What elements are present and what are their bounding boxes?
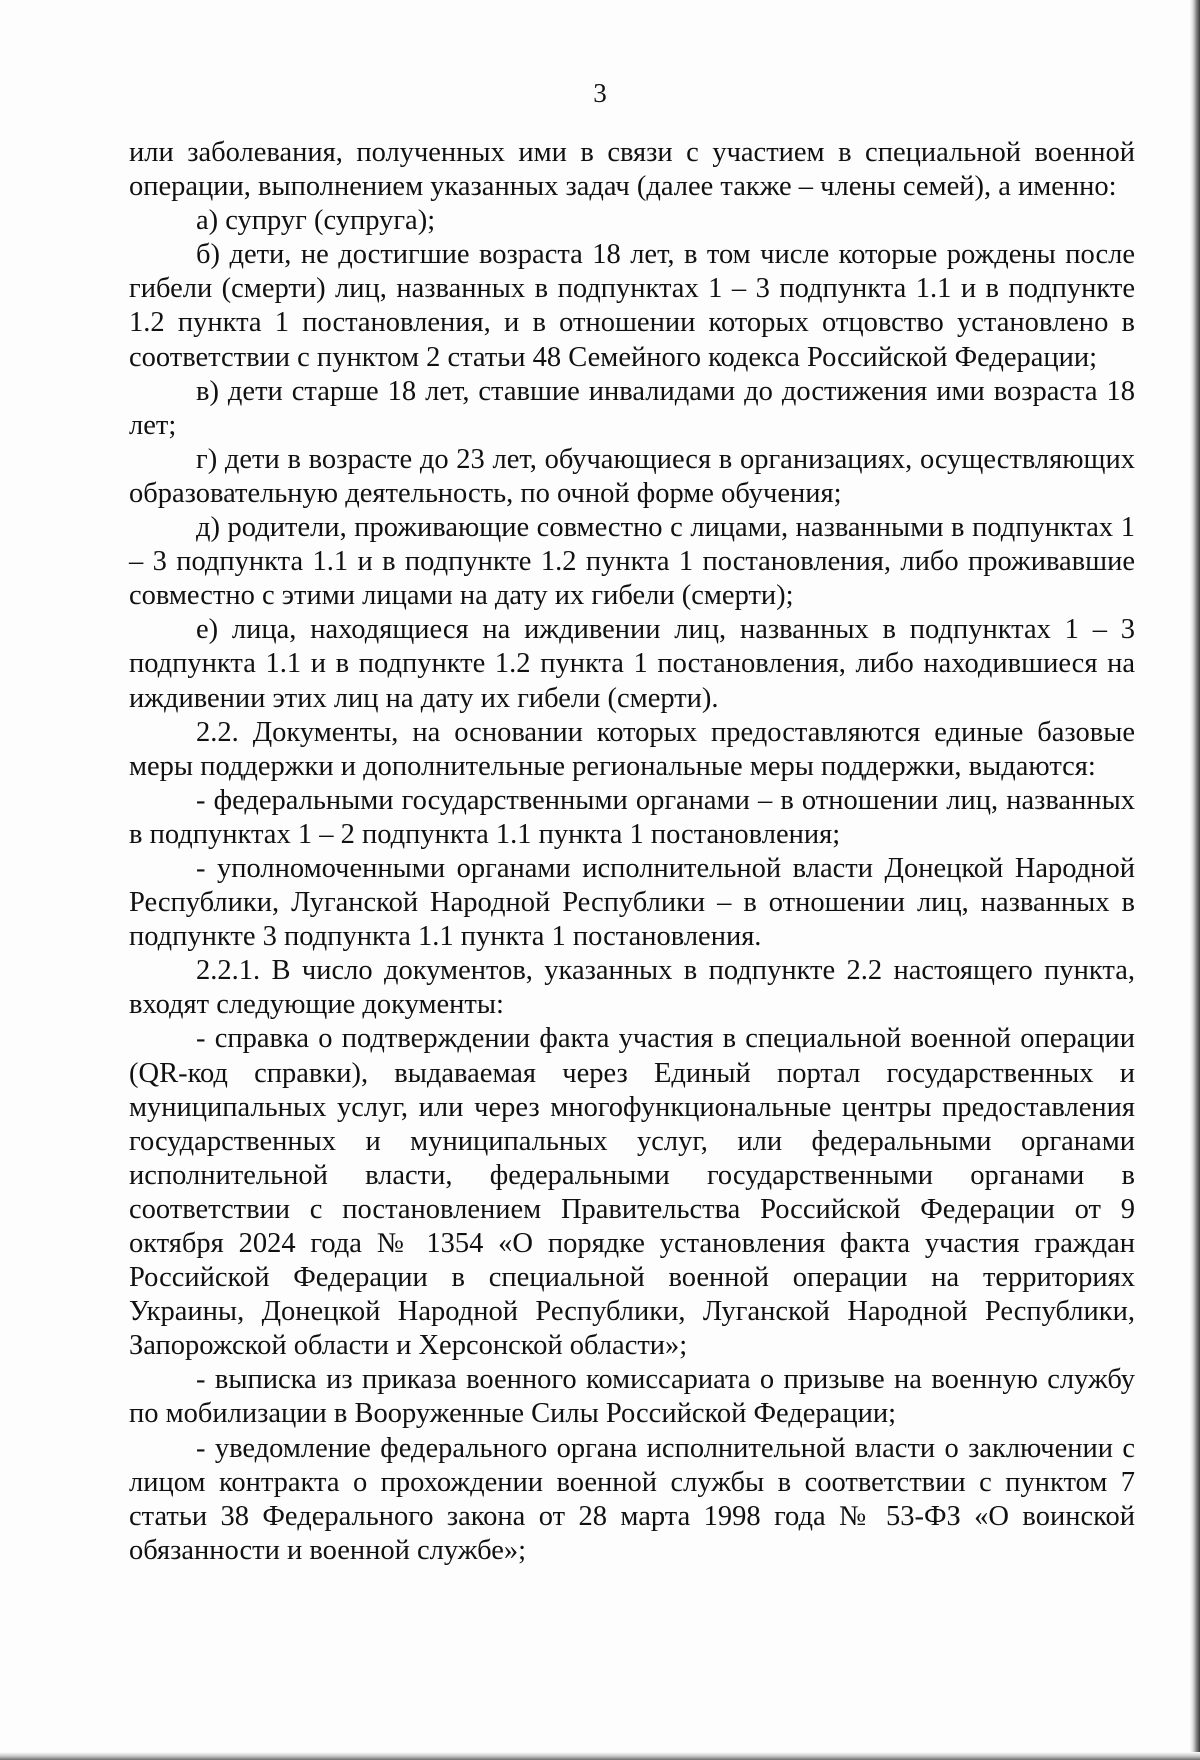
list-item-g-students: г) дети в возрасте до 23 лет, обучающиеся в организациях, осуществляющих образовательную деятельность, по очной форме обучения; — [129, 443, 1135, 509]
clause-2-2-1: 2.2.1. В число документов, указанных в подпункте 2.2 настоящего пункта, входят следующие документы: — [129, 955, 1135, 1021]
scan-edge-bottom — [0, 1752, 1200, 1760]
list-item-d-parents: д) родители, проживающие совместно с лицами, названными в подпунктах 1 – 3 подпункта 1.1 и в подпункте 1.2 пункта 1 постановления, либо проживавшие совместно с этими лицами на дату их гибели (смерти); — [129, 512, 1135, 612]
paragraph-continuation: или заболевания, полученных ими в связи с участием в специальной военной операции, выполнением указанных задач (далее также – члены семей), а именно: — [129, 137, 1135, 203]
bullet-federal-bodies: - федеральными государственными органами – в отношении лиц, названных в подпунктах 1 – 2 подпункта 1.1 пункта 1 постановления; — [129, 784, 1135, 850]
list-item-b-children-under-18: б) дети, не достигшие возраста 18 лет, в том числе которые рождены после гибели (смерти) лиц, названных в подпунктах 1 – 3 подпункта 1.1 и в подпункте 1.2 пункта 1 постановления, и в отношении которых отцовство установлено в соответствии с пунктом 2 статьи 48 Семейного кодекса Российской Федерации; — [129, 239, 1135, 373]
list-item-v-disabled-children: в) дети старше 18 лет, ставшие инвалидами до достижения ими возраста 18 лет; — [129, 375, 1135, 441]
list-item-a-spouse: а) супруг (супруга); — [196, 205, 436, 237]
bullet-mobilization-order: - выписка из приказа военного комиссариата о призыве на военную службу по мобилизации в Вооруженные Силы Российской Федерации; — [129, 1364, 1135, 1430]
bullet-certificate: - справка о подтверждении факта участия в специальной военной операции (QR-код справки), выдаваемая через Единый портал государственных и муниципальных услуг, или через многофункциональные центры предоставления государственных и муниципальных услуг, или федеральными органами исполнительной власти, федеральными государственными органами в соответствии с постановлением Правительства Российской Федерации от 9 октября 2024 года № 1354 «О порядке установления факта участия граждан Российской Федерации в специальной военной операции на территориях Украины, Донецкой Народной Республики, Луганской Народной Республики, Запорожской области и Херсонской области»; — [129, 1023, 1135, 1362]
bullet-contract-notice: - уведомление федерального органа исполнительной власти о заключении с лицом контракта о прохождении военной службы в соответствии с пунктом 7 статьи 38 Федерального закона от 28 марта 1998 года № 53-ФЗ «О воинской обязанности и военной службе»; — [129, 1432, 1135, 1566]
document-body — [129, 136, 1135, 1568]
page-number: 3 — [593, 78, 607, 108]
scan-edge-right — [1190, 0, 1200, 1760]
list-item-e-dependents: е) лица, находящиеся на иждивении лиц, названных в подпунктах 1 – 3 подпункта 1.1 и в подпункте 1.2 пункта 1 постановления, либо находившиеся на иждивении этих лиц на дату их гибели (смерти). — [129, 614, 1135, 714]
clause-2-2: 2.2. Документы, на основании которых предоставляются единые базовые меры поддержки и дополнительные региональные меры поддержки, выдаются: — [129, 716, 1135, 782]
bullet-dpr-lpr-bodies: - уполномоченными органами исполнительной власти Донецкой Народной Республики, Луганской Народной Республики – в отношении лиц, названных в подпункте 3 подпункта 1.1 пункта 1 постановления. — [129, 852, 1135, 953]
